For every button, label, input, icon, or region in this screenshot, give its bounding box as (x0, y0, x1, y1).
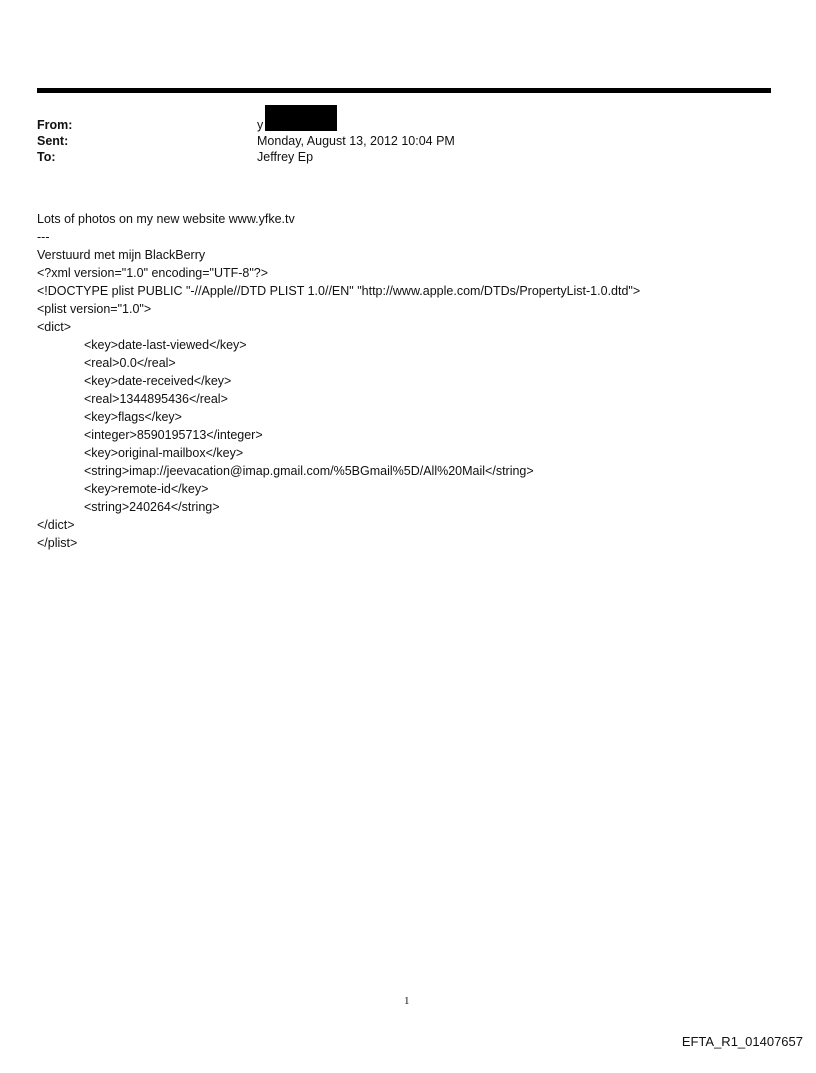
body-line: </dict> (37, 518, 75, 532)
to-label: To: (37, 150, 56, 164)
body-line: <?xml version="1.0" encoding="UTF-8"?> (37, 266, 269, 280)
sent-value: Monday, August 13, 2012 10:04 PM (257, 134, 455, 148)
body-line: <real>0.0</real> (84, 356, 176, 370)
body-line: --- (37, 230, 50, 244)
body-line: </plist> (37, 536, 78, 550)
body-line: <key>date-last-viewed</key> (84, 338, 247, 352)
header-rule (37, 88, 771, 93)
body-line: <key>flags</key> (84, 410, 182, 424)
body-line: Verstuurd met mijn BlackBerry (37, 248, 206, 262)
from-value: y (257, 118, 264, 132)
page-number: 1 (404, 995, 410, 1007)
redaction-box (265, 105, 337, 131)
body-line: <dict> (37, 320, 72, 334)
bates-number: EFTA_R1_01407657 (681, 1034, 803, 1049)
email-body (37, 210, 640, 552)
body-line: <string>imap://jeevacation@imap.gmail.com/%5BGmail%5D/All%20Mail</string> (84, 464, 534, 478)
body-line: <integer>8590195713</integer> (84, 428, 263, 442)
from-label: From: (37, 118, 73, 132)
body-line: <key>original-mailbox</key> (84, 446, 244, 460)
body-line: <plist version="1.0"> (37, 302, 152, 316)
body-line: <key>remote-id</key> (84, 482, 209, 496)
to-value: Jeffrey Ep (257, 150, 314, 164)
body-line: <key>date-received</key> (84, 374, 232, 388)
body-line: <real>1344895436</real> (84, 392, 228, 406)
body-line: <!DOCTYPE plist PUBLIC "-//Apple//DTD PLIST 1.0//EN" "http://www.apple.com/DTDs/PropertyList-1.0.dtd"> (37, 284, 641, 298)
body-line: Lots of photos on my new website www.yfke.tv (37, 212, 295, 226)
body-line: <string>240264</string> (84, 500, 220, 514)
sent-label: Sent: (37, 134, 69, 148)
